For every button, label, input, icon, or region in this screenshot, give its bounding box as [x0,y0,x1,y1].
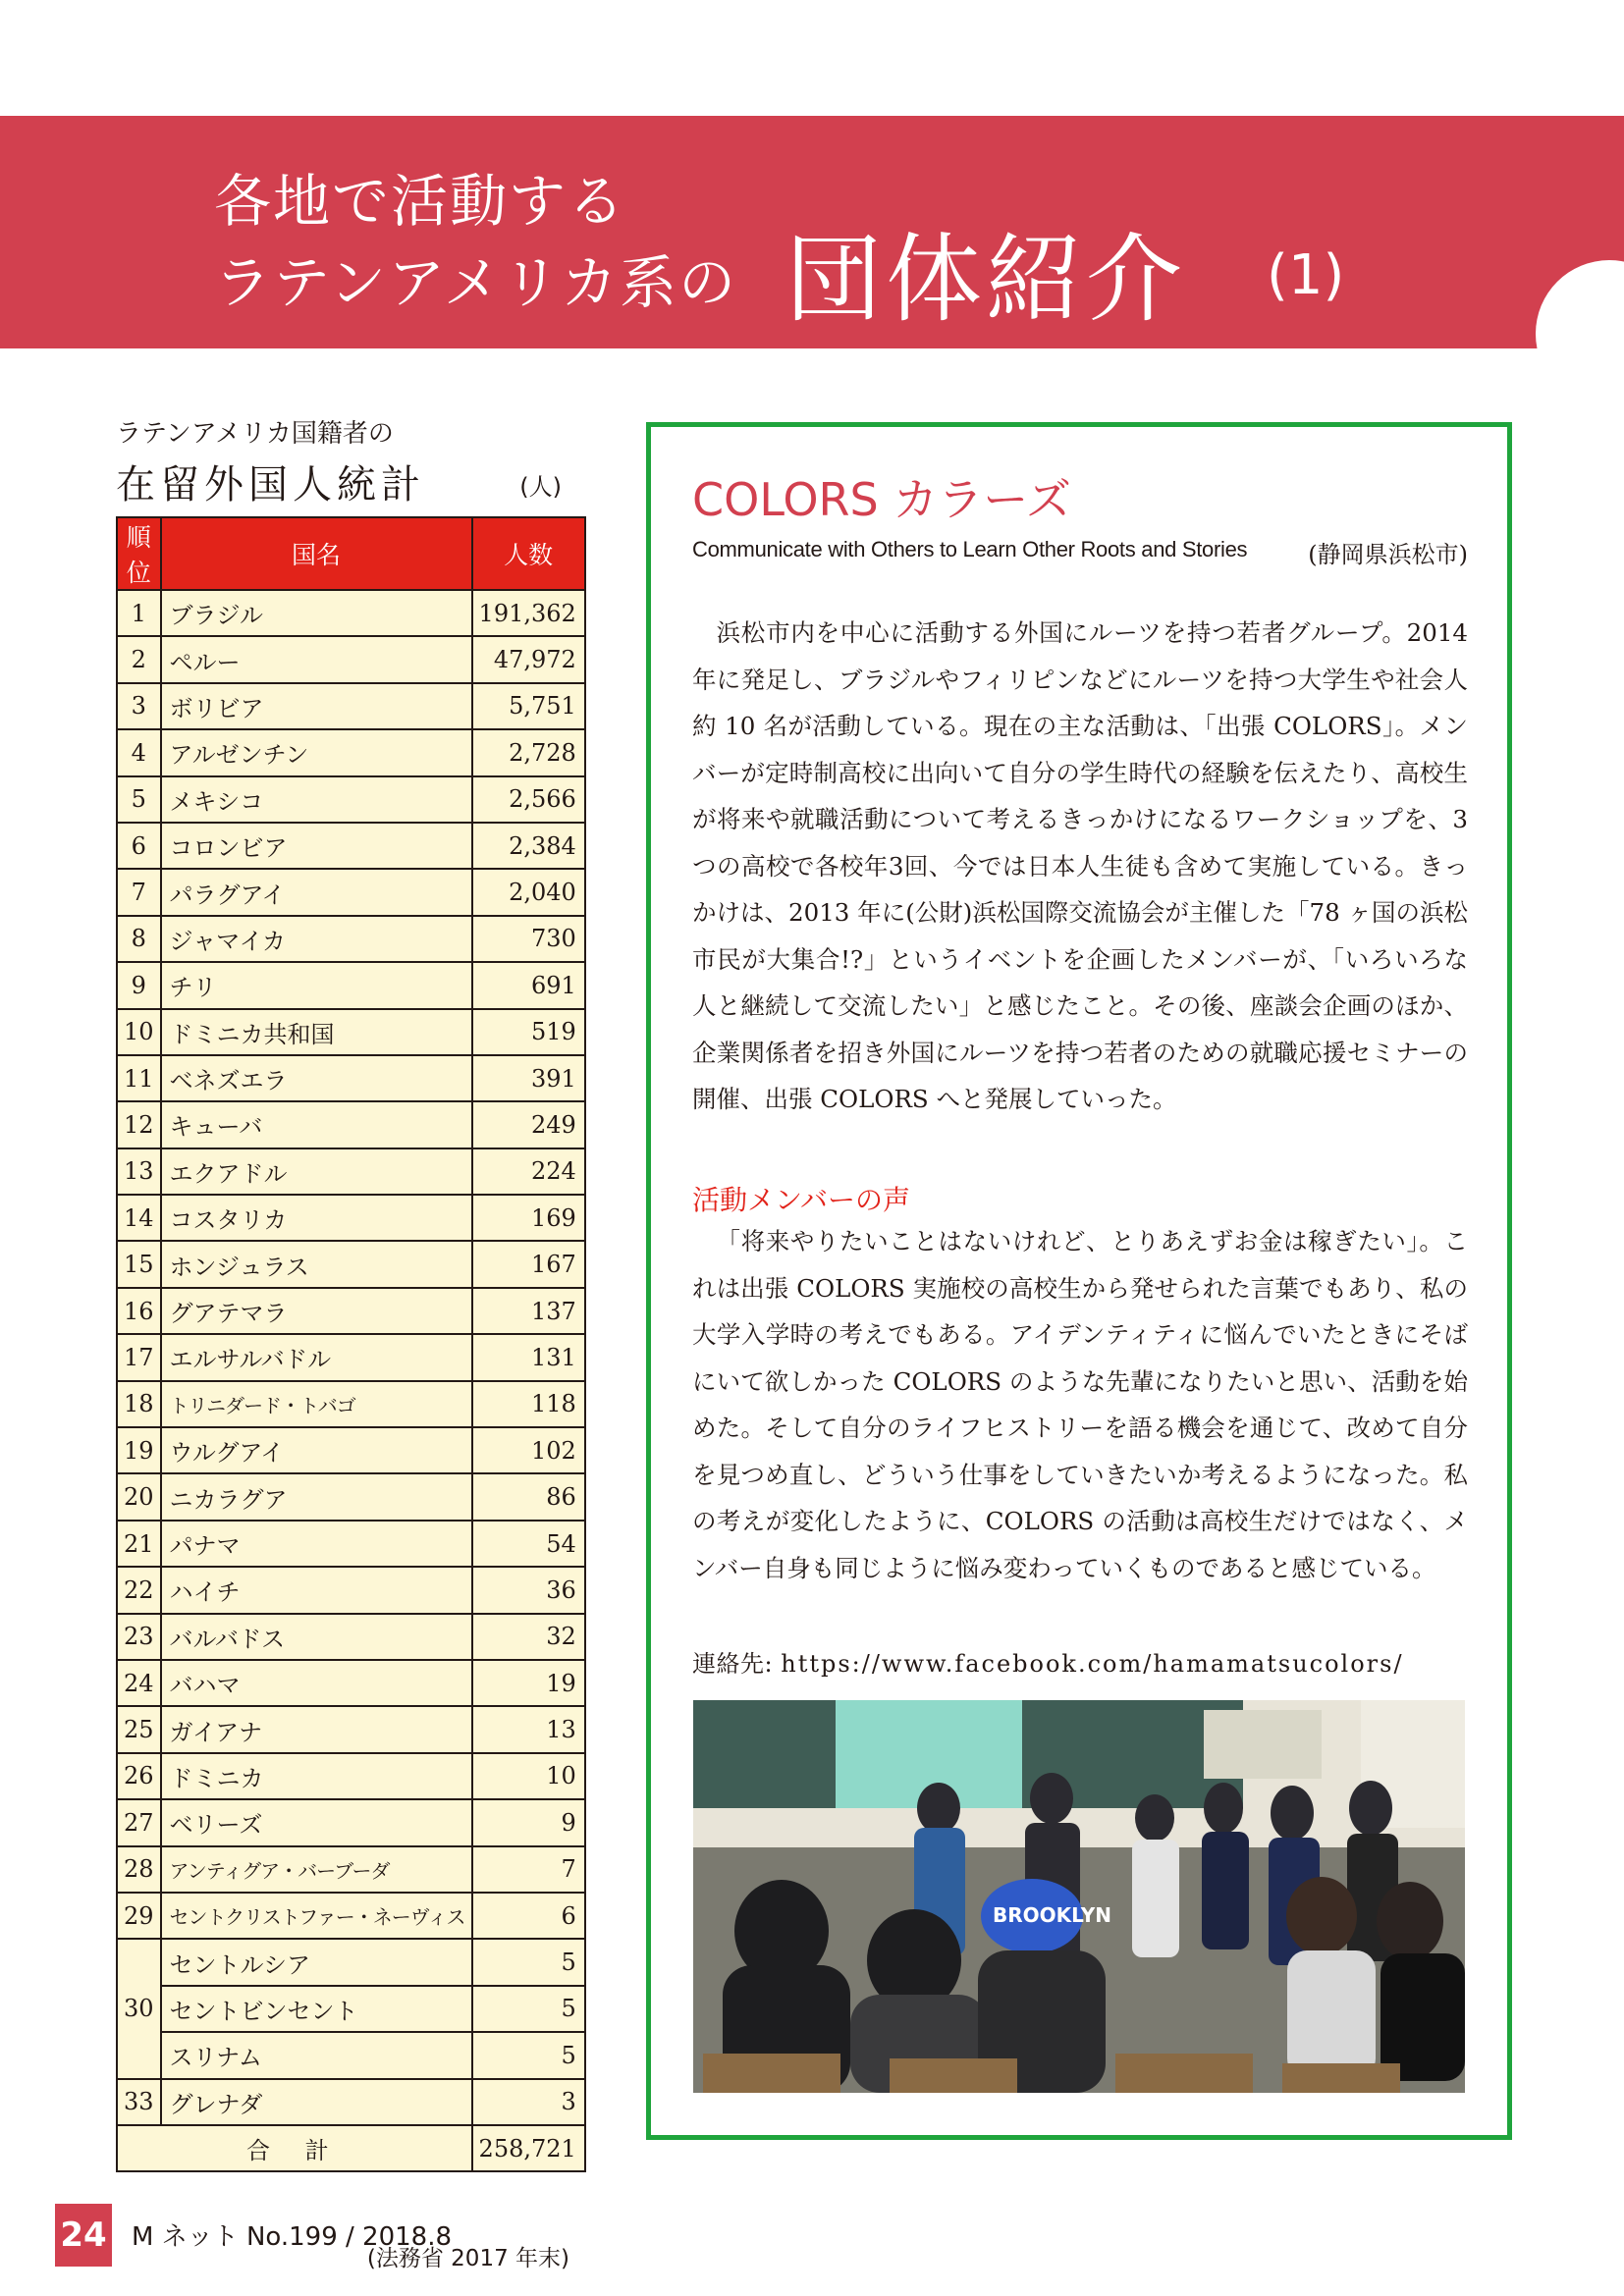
table-row [117,1939,585,1985]
country-cell: ドミニカ共和国 [161,1009,472,1055]
count-cell: 10 [472,1753,585,1799]
table-row [117,1660,585,1706]
count-cell: 2,384 [472,823,585,869]
rank-cell: 21 [117,1521,161,1567]
country-cell: スリナム [161,2032,472,2078]
rank-cell: 19 [117,1427,161,1473]
table-row [117,1381,585,1427]
rank-cell: 5 [117,776,161,823]
table-row [117,1427,585,1473]
table-row [117,590,585,636]
rank-cell: 30 [117,1939,161,2078]
table-row [117,1846,585,1893]
table-body [117,590,585,2125]
country-cell: エクアドル [161,1148,472,1195]
count-cell: 118 [472,1381,585,1427]
count-cell: 86 [472,1473,585,1520]
table-row [117,1009,585,1055]
rank-cell: 33 [117,2079,161,2125]
country-cell: アルゼンチン [161,729,472,775]
table-row [117,962,585,1008]
page-number: 24 [55,2204,112,2267]
country-cell: ベネズエラ [161,1055,472,1101]
rank-cell: 26 [117,1753,161,1799]
rank-cell: 28 [117,1846,161,1893]
table-row [117,869,585,915]
rank-cell: 6 [117,823,161,869]
rank-cell: 10 [117,1009,161,1055]
table-row [117,1055,585,1101]
rank-cell: 18 [117,1381,161,1427]
title-line2: ラテンアメリカ系の [214,249,738,316]
voice-heading: 活動メンバーの声 [692,1184,911,1216]
country-cell: ハイチ [161,1567,472,1613]
count-cell: 137 [472,1288,585,1334]
rank-cell: 2 [117,636,161,682]
country-cell: ボリビア [161,683,472,729]
country-cell: メキシコ [161,776,472,823]
country-cell: バハマ [161,1660,472,1706]
table-row [117,776,585,823]
contact-url-link[interactable]: https://www.facebook.com/hamamatsucolors/ [781,1650,1404,1678]
country-cell: パラグアイ [161,869,472,915]
rank-cell: 12 [117,1101,161,1148]
count-cell: 2,040 [472,869,585,915]
header-country: 国名 [161,517,472,590]
table-row [117,1473,585,1520]
stats-table [116,516,586,2172]
table-row [117,1706,585,1752]
rank-cell: 22 [117,1567,161,1613]
title-line1: 各地で活動する [214,168,627,235]
table-row [117,1521,585,1567]
table-row [117,1195,585,1241]
rank-cell: 29 [117,1893,161,1939]
country-cell: グアテマラ [161,1288,472,1334]
count-cell: 167 [472,1241,585,1287]
article-paragraph-2: 「将来やりたいことはないけれど、とりあえずお金は稼ぎたい」。これは出張 COLORS 実施校の高校生から発せられた言葉でもあり、私の大学入学時の考えでもある。アイデンティティに悩んでいたときにそばにいて欲しかった COLORS のような先輩になりたいと思い、活動を始めた。そして自分のライフヒストリーを語る機会を通じて、改めて自分を見つめ直し、どういう仕事をしていきたいか考えるようになった。私の考えが変化したように、COLORS の活動は高校生だけではなく、メンバー自身も同じように悩み変わっていくものであると感じている。 [692,1227,1468,1582]
rank-cell: 8 [117,916,161,962]
count-cell: 5 [472,2032,585,2078]
table-row [117,1288,585,1334]
header-banner [0,116,1624,348]
country-cell: キューバ [161,1101,472,1148]
rank-cell: 4 [117,729,161,775]
count-cell: 391 [472,1055,585,1101]
country-cell: ガイアナ [161,1706,472,1752]
count-cell: 5,751 [472,683,585,729]
table-row [117,823,585,869]
rank-cell: 17 [117,1334,161,1380]
table-row [117,2032,585,2078]
rank-cell: 13 [117,1148,161,1195]
table-row [117,1101,585,1148]
country-cell: アンティグア・バーブーダ [161,1846,472,1893]
cap-text: BROOKLYN [993,1903,1111,1927]
publication-info: M ネット No.199 / 2018.8 [132,2222,453,2252]
country-cell: ペルー [161,636,472,682]
count-cell: 9 [472,1799,585,1845]
count-cell: 224 [472,1148,585,1195]
count-cell: 7 [472,1846,585,1893]
table-row [117,1753,585,1799]
count-cell: 169 [472,1195,585,1241]
rank-cell: 1 [117,590,161,636]
table-row [117,1614,585,1660]
country-cell: コスタリカ [161,1195,472,1241]
country-cell: ベリーズ [161,1799,472,1845]
contact-line [692,1644,1404,1679]
total-value: 258,721 [472,2125,585,2171]
count-cell: 6 [472,1893,585,1939]
stats-unit: (人) [519,473,562,501]
country-cell: ニカラグア [161,1473,472,1520]
rank-cell: 25 [117,1706,161,1752]
count-cell: 519 [472,1009,585,1055]
stats-source: (法務省 2017 年末) [366,2246,569,2271]
count-cell: 191,362 [472,590,585,636]
table-total-row [117,2125,585,2171]
count-cell: 102 [472,1427,585,1473]
count-cell: 5 [472,1986,585,2032]
rank-cell: 14 [117,1195,161,1241]
table-row [117,729,585,775]
org-subtitle: Communicate with Others to Learn Other Roots and Stories [692,537,1248,561]
org-title: COLORS カラーズ [692,473,1072,526]
table-row [117,636,585,682]
table-row [117,1986,585,2032]
country-cell: ドミニカ [161,1753,472,1799]
country-cell: パナマ [161,1521,472,1567]
country-cell: セントルシア [161,1939,472,1985]
workshop-photo [693,1700,1465,2093]
contact-label: 連絡先: [692,1650,774,1678]
rank-cell: 27 [117,1799,161,1845]
table-row [117,916,585,962]
country-cell: ブラジル [161,590,472,636]
stats-title-row [116,452,573,507]
country-cell: セントビンセント [161,1986,472,2032]
country-cell: チリ [161,962,472,1008]
banner-notch [1536,260,1624,348]
rank-cell: 3 [117,683,161,729]
rank-cell: 15 [117,1241,161,1287]
count-cell: 5 [472,1939,585,1985]
rank-cell: 9 [117,962,161,1008]
table-row [117,1334,585,1380]
count-cell: 13 [472,1706,585,1752]
country-cell: トリニダード・トバゴ [161,1381,472,1427]
org-location: (静岡県浜松市) [1308,541,1468,568]
count-cell: 36 [472,1567,585,1613]
header-rank: 順位 [117,517,161,590]
stats-title: 在留外国人統計 [116,462,425,507]
table-row [117,1241,585,1287]
count-cell: 2,566 [472,776,585,823]
country-cell: バルバドス [161,1614,472,1660]
rank-cell: 24 [117,1660,161,1706]
country-cell: ウルグアイ [161,1427,472,1473]
count-cell: 691 [472,962,585,1008]
count-cell: 54 [472,1521,585,1567]
table-row [117,1567,585,1613]
rank-cell: 20 [117,1473,161,1520]
country-cell: ホンジュラス [161,1241,472,1287]
rank-cell: 7 [117,869,161,915]
table-row [117,1148,585,1195]
rank-cell: 23 [117,1614,161,1660]
table-header-row [117,517,585,590]
count-cell: 249 [472,1101,585,1148]
count-cell: 730 [472,916,585,962]
count-cell: 19 [472,1660,585,1706]
title-number: (1) [1267,243,1345,307]
article-paragraph-1: 浜松市内を中心に活動する外国にルーツを持つ若者グループ。2014 年に発足し、ブラジルやフィリピンなどにルーツを持つ大学生や社会人約 10 名が活動している。現在の主な活動は、「出張 COLORS」。メンバーが定時制高校に出向いて自分の学生時代の経験を伝えたり、高校生が将来や就職活動について考えるきっかけになるワークショップを、3つの高校で各校年3回、今では日本人生徒も含めて実施している。きっかけは、2013 年に(公財)浜松国際交流協会が主催した「78 ヶ国の浜松市民が大集合!?」というイベントを企画したメンバーが、「いろいろな人と継続して交流したい」と感じたこと。その後、座談会企画のほか、企業関係者を招き外国にルーツを持つ若者のための就職応援セミナーの開催、出張 COLORS へと発展していった。 [692,618,1468,1113]
count-cell: 47,972 [472,636,585,682]
table-row [117,683,585,729]
country-cell: ジャマイカ [161,916,472,962]
count-cell: 3 [472,2079,585,2125]
country-cell: コロンビア [161,823,472,869]
header-count: 人数 [472,517,585,590]
country-cell: エルサルバドル [161,1334,472,1380]
count-cell: 2,728 [472,729,585,775]
country-cell: セントクリストファー・ネーヴィス [161,1893,472,1939]
country-cell: グレナダ [161,2079,472,2125]
title-main: 団体紹介 [785,224,1187,336]
table-row [117,1893,585,1939]
rank-cell: 16 [117,1288,161,1334]
rank-cell: 11 [117,1055,161,1101]
table-row [117,1799,585,1845]
total-label: 合 計 [117,2125,472,2171]
stats-caption: ラテンアメリカ国籍者の [116,419,394,449]
table-row [117,2079,585,2125]
count-cell: 131 [472,1334,585,1380]
count-cell: 32 [472,1614,585,1660]
